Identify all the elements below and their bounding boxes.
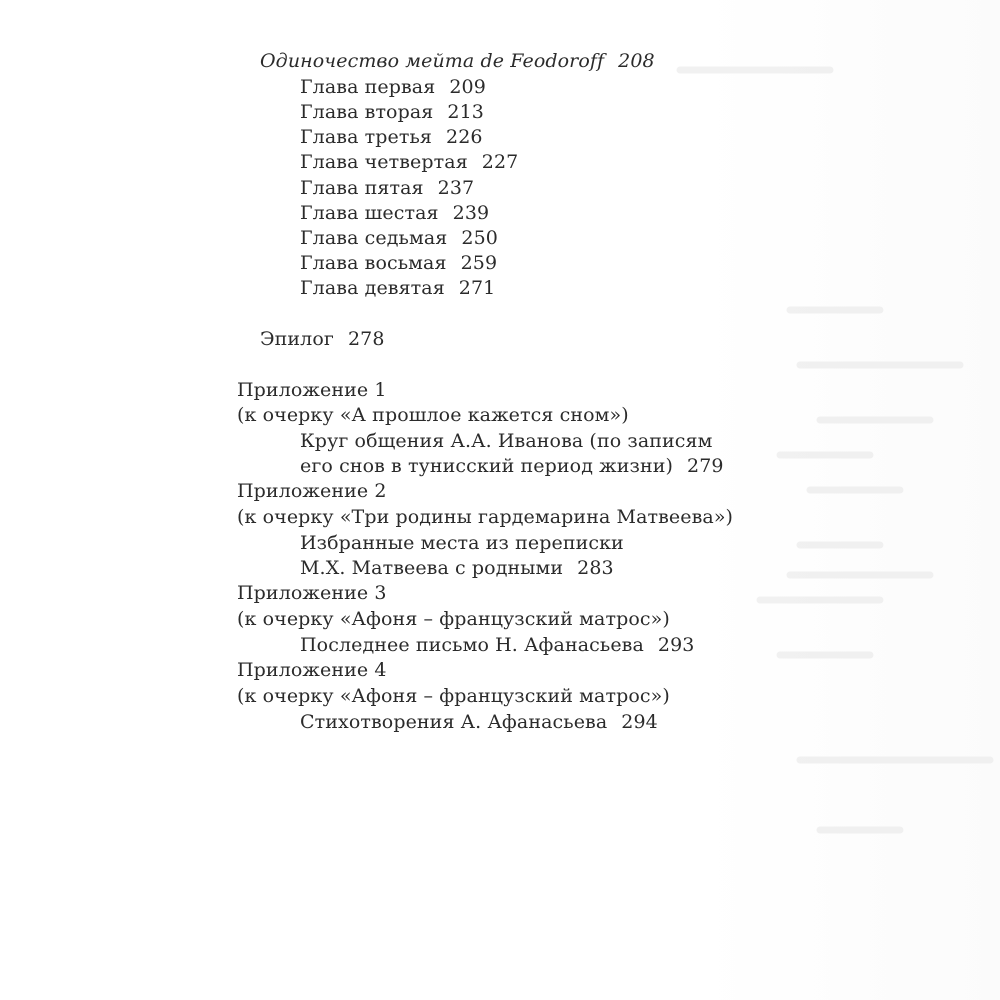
toc-epilogue-label: Эпилог <box>260 328 334 350</box>
toc-chapter-label: Глава шестая <box>300 202 439 224</box>
toc-page-number: 271 <box>458 277 496 299</box>
toc-chapter-label: Глава восьмая <box>300 252 447 274</box>
toc-appendix-entry-text: М.Х. Матвеева с родными <box>300 557 564 579</box>
toc-appendix-subtitle: (к очерку «Афоня – французский матрос») <box>237 685 670 707</box>
toc-chapter-label: Глава вторая <box>300 101 434 123</box>
toc-appendix-entry <box>300 453 724 479</box>
toc-page-number: 279 <box>687 455 724 477</box>
toc-chapter-label: Глава седьмая <box>300 227 448 249</box>
toc-chapter <box>300 175 474 201</box>
toc-chapter <box>300 124 483 150</box>
toc-page-number: 237 <box>437 177 475 199</box>
toc-appendix-title: Приложение 1 <box>237 379 387 401</box>
toc-page-number: 293 <box>657 634 695 656</box>
toc-part-title-text: Одиночество мейта de Feodoroff <box>260 50 605 72</box>
toc-part-title <box>260 48 655 74</box>
toc-page-number: 259 <box>460 252 498 274</box>
toc-appendix-subtitle: (к очерку «Три родины гардемарина Матвеева») <box>237 506 734 528</box>
toc-page-number: 226 <box>446 126 483 148</box>
toc-chapter <box>300 200 489 226</box>
toc-appendix-entry: Круг общения А.А. Иванова (по записям <box>300 430 713 452</box>
toc-chapter <box>300 250 497 276</box>
toc-chapter-label: Глава третья <box>300 126 433 148</box>
toc-appendix-subtitle: (к очерку «Афоня – французский матрос») <box>237 608 670 630</box>
toc-chapter <box>300 149 518 175</box>
toc-appendix-entry <box>300 709 658 735</box>
toc-chapter-label: Глава девятая <box>300 277 445 299</box>
toc-page-number: 294 <box>621 711 658 733</box>
toc-appendix-entry <box>300 555 614 581</box>
toc-appendix-entry-text: Последнее письмо Н. Афанасьева <box>300 634 644 656</box>
toc-chapter <box>300 74 486 100</box>
toc-appendix-entry: Избранные места из переписки <box>300 532 624 554</box>
toc-appendix-title: Приложение 2 <box>237 480 387 502</box>
toc-chapter <box>300 275 495 301</box>
toc-page-number: 283 <box>577 557 614 579</box>
toc-page-number: 278 <box>347 328 385 350</box>
toc-page-number: 250 <box>461 227 498 249</box>
toc-appendix-subtitle: (к очерку «А прошлое кажется сном») <box>237 404 629 426</box>
toc-page-number: 213 <box>447 101 484 123</box>
toc-appendix-entry <box>300 632 694 658</box>
toc-chapter-label: Глава пятая <box>300 177 424 199</box>
toc-page-number: 239 <box>452 202 490 224</box>
toc-epilogue <box>260 326 385 352</box>
toc-appendix-title: Приложение 4 <box>237 659 387 681</box>
toc-chapter-label: Глава четвертая <box>300 151 468 173</box>
toc-chapter <box>300 99 484 125</box>
toc-page-number: 208 <box>618 50 655 72</box>
toc-page-number: 227 <box>481 151 519 173</box>
toc-chapter <box>300 225 498 251</box>
toc-appendix-entry-text: Стихотворения А. Афанасьева <box>300 711 608 733</box>
toc-page-number: 209 <box>449 76 486 98</box>
toc-appendix-title: Приложение 3 <box>237 582 387 604</box>
toc-chapter-label: Глава первая <box>300 76 436 98</box>
toc-appendix-entry-text: его снов в тунисский период жизни) <box>300 455 673 477</box>
